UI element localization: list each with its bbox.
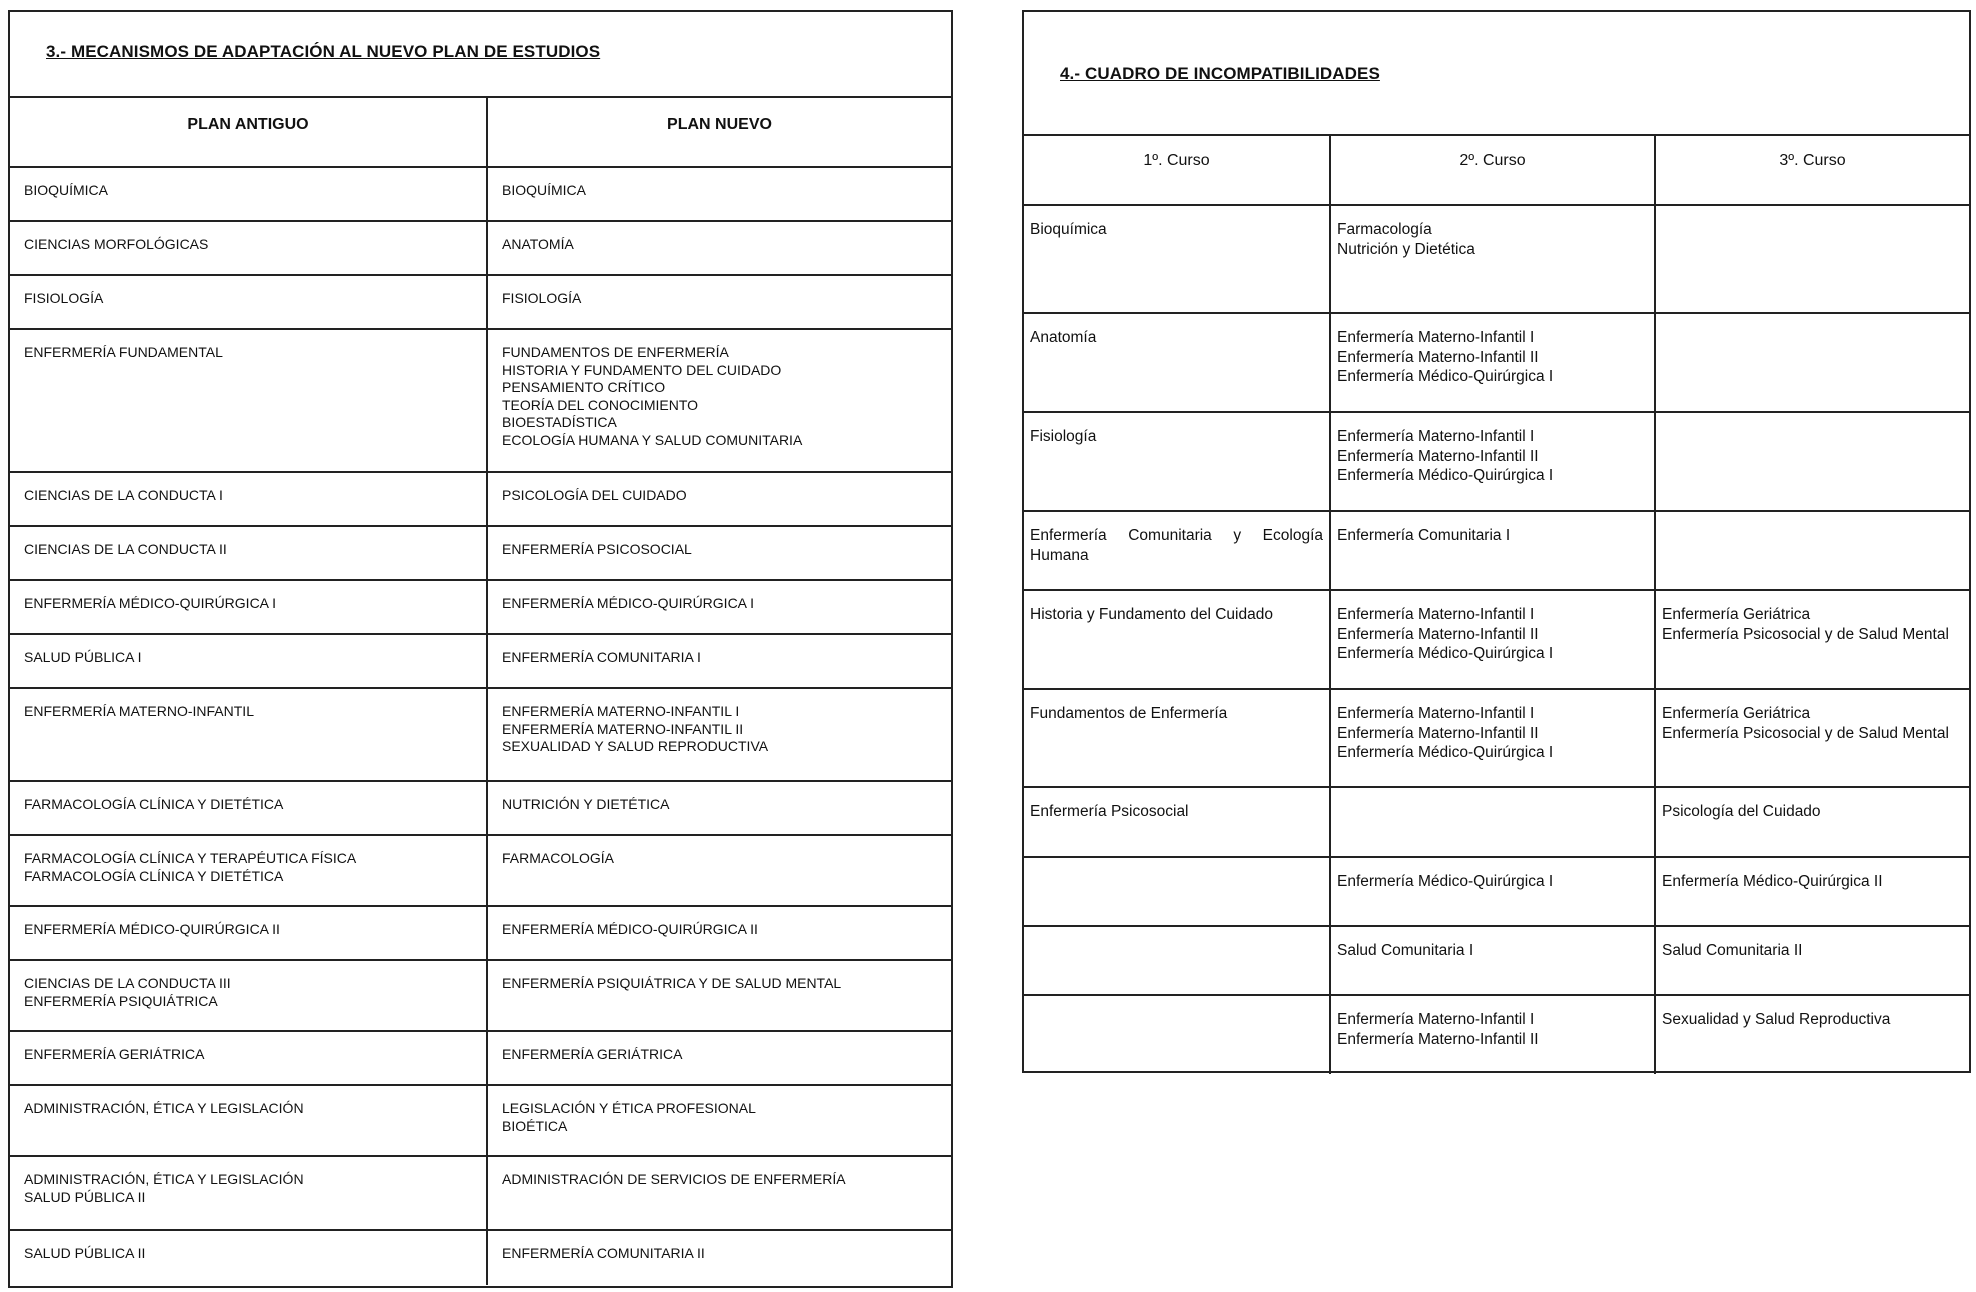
- plan-nuevo-cell: ENFERMERÍA COMUNITARIA II: [486, 1231, 951, 1285]
- plan-antiguo-cell: SALUD PÚBLICA I: [24, 649, 142, 665]
- curso-1-cell: Bioquímica: [1030, 221, 1107, 238]
- plan-nuevo-cell: FUNDAMENTOS DE ENFERMERÍA HISTORIA Y FUNDAMENTO DEL CUIDADO PENSAMIENTO CRÍTICO TEORÍA DEL CONOCIMIENTO BIOESTADÍSTICA ECOLOGÍA HUMANA Y SALUD COMUNITARIA: [486, 330, 951, 471]
- table-row: [10, 168, 951, 222]
- curso-2-cell: Enfermería Materno-Infantil I Enfermería Materno-Infantil II Enfermería Médico-Quirúrgica I: [1329, 690, 1654, 786]
- curso-1-cell: [1024, 858, 1329, 925]
- curso-2-cell: Enfermería Médico-Quirúrgica I: [1329, 858, 1654, 925]
- incompatibility-table: [1022, 10, 1971, 1073]
- plan-nuevo-cell: ADMINISTRACIÓN DE SERVICIOS DE ENFERMERÍA: [486, 1157, 951, 1229]
- curso-1-cell: Anatomía: [1030, 329, 1097, 346]
- table-row: [10, 527, 951, 581]
- table-row: [10, 581, 951, 635]
- adaptation-table: [8, 10, 953, 1288]
- plan-antiguo-cell: BIOQUÍMICA: [24, 182, 109, 198]
- table-row: [1024, 690, 1969, 788]
- plan-antiguo-cell: ENFERMERÍA MATERNO-INFANTIL: [24, 703, 254, 719]
- table-row: [1024, 858, 1969, 927]
- curso-2-cell: Enfermería Materno-Infantil I Enfermería Materno-Infantil II Enfermería Médico-Quirúrgica I: [1329, 413, 1654, 510]
- table-row: [1024, 591, 1969, 690]
- table-row: [10, 222, 951, 276]
- plan-nuevo-cell: BIOQUÍMICA: [486, 168, 951, 220]
- table-row: [1024, 788, 1969, 858]
- curso-3-cell: Salud Comunitaria II: [1654, 927, 1969, 994]
- plan-nuevo-cell: NUTRICIÓN Y DIETÉTICA: [486, 782, 951, 834]
- curso-3-cell: Enfermería Geriátrica Enfermería Psicosocial y de Salud Mental: [1654, 690, 1969, 786]
- curso-1-cell: Enfermería Comunitaria y Ecología Humana: [1030, 527, 1323, 564]
- plan-nuevo-cell: ENFERMERÍA MÉDICO-QUIRÚRGICA I: [486, 581, 951, 633]
- incompatibility-header-row: [1024, 136, 1969, 206]
- plan-antiguo-cell: CIENCIAS MORFOLÓGICAS: [24, 236, 209, 252]
- table-row: [1024, 996, 1969, 1074]
- curso-2-cell: Enfermería Materno-Infantil I Enfermería Materno-Infantil II: [1329, 996, 1654, 1074]
- plan-antiguo-cell: CIENCIAS DE LA CONDUCTA I: [24, 487, 223, 503]
- incompatibility-table-title-bar: [1024, 12, 1969, 136]
- curso-2-cell: Salud Comunitaria I: [1329, 927, 1654, 994]
- header-plan-antiguo: PLAN ANTIGUO: [187, 116, 309, 133]
- curso-3-cell: Psicología del Cuidado: [1654, 788, 1969, 856]
- curso-3-cell: [1654, 413, 1969, 510]
- table-row: [10, 330, 951, 473]
- plan-antiguo-cell: CIENCIAS DE LA CONDUCTA III ENFERMERÍA PSIQUIÁTRICA: [24, 975, 231, 1009]
- plan-antiguo-cell: ENFERMERÍA FUNDAMENTAL: [24, 344, 223, 360]
- adaptation-table-body: [10, 168, 951, 1285]
- table-row: [10, 1086, 951, 1157]
- adaptation-header-row: [10, 98, 951, 168]
- plan-antiguo-cell: ENFERMERÍA GERIÁTRICA: [24, 1046, 205, 1062]
- curso-3-cell: [1654, 512, 1969, 589]
- curso-1-cell: [1024, 927, 1329, 994]
- plan-nuevo-cell: ENFERMERÍA PSIQUIÁTRICA Y DE SALUD MENTAL: [486, 961, 951, 1030]
- table-row: [10, 1231, 951, 1285]
- plan-antiguo-cell: ADMINISTRACIÓN, ÉTICA Y LEGISLACIÓN SALUD PÚBLICA II: [24, 1171, 304, 1205]
- plan-nuevo-cell: FARMACOLOGÍA: [486, 836, 951, 905]
- header-curso-2: 2º. Curso: [1329, 136, 1654, 204]
- curso-1-cell: Enfermería Psicosocial: [1030, 803, 1189, 820]
- table-row: [10, 689, 951, 782]
- plan-nuevo-cell: ENFERMERÍA GERIÁTRICA: [486, 1032, 951, 1084]
- incompatibility-table-title: 4.- CUADRO DE INCOMPATIBILIDADES: [1060, 64, 1380, 83]
- plan-antiguo-cell: ENFERMERÍA MÉDICO-QUIRÚRGICA II: [24, 921, 280, 937]
- plan-nuevo-cell: ANATOMÍA: [486, 222, 951, 274]
- table-row: [1024, 314, 1969, 413]
- plan-antiguo-cell: FARMACOLOGÍA CLÍNICA Y DIETÉTICA: [24, 796, 284, 812]
- curso-2-cell: Enfermería Materno-Infantil I Enfermería Materno-Infantil II Enfermería Médico-Quirúrgica I: [1329, 314, 1654, 411]
- table-row: [10, 1032, 951, 1086]
- curso-1-cell: Fundamentos de Enfermería: [1030, 705, 1228, 722]
- table-row: [10, 836, 951, 907]
- table-row: [1024, 512, 1969, 591]
- plan-nuevo-cell: LEGISLACIÓN Y ÉTICA PROFESIONAL BIOÉTICA: [486, 1086, 951, 1155]
- header-curso-3: 3º. Curso: [1654, 136, 1969, 204]
- table-row: [1024, 206, 1969, 314]
- header-plan-nuevo: PLAN NUEVO: [486, 98, 951, 166]
- plan-antiguo-cell: FARMACOLOGÍA CLÍNICA Y TERAPÉUTICA FÍSICA FARMACOLOGÍA CLÍNICA Y DIETÉTICA: [24, 850, 357, 884]
- curso-1-cell: Fisiología: [1030, 428, 1097, 445]
- table-row: [10, 635, 951, 689]
- plan-antiguo-cell: SALUD PÚBLICA II: [24, 1245, 146, 1261]
- table-row: [10, 276, 951, 330]
- table-row: [1024, 927, 1969, 996]
- plan-antiguo-cell: ADMINISTRACIÓN, ÉTICA Y LEGISLACIÓN: [24, 1100, 304, 1116]
- plan-nuevo-cell: ENFERMERÍA PSICOSOCIAL: [486, 527, 951, 579]
- plan-nuevo-cell: ENFERMERÍA MATERNO-INFANTIL I ENFERMERÍA MATERNO-INFANTIL II SEXUALIDAD Y SALUD REPRODUCTIVA: [486, 689, 951, 780]
- table-row: [1024, 413, 1969, 512]
- plan-nuevo-cell: FISIOLOGÍA: [486, 276, 951, 328]
- incompatibility-table-body: [1024, 206, 1969, 1074]
- curso-2-cell: Farmacología Nutrición y Dietética: [1329, 206, 1654, 312]
- curso-3-cell: Enfermería Geriátrica Enfermería Psicosocial y de Salud Mental: [1654, 591, 1969, 688]
- plan-nuevo-cell: PSICOLOGÍA DEL CUIDADO: [486, 473, 951, 525]
- curso-3-cell: Enfermería Médico-Quirúrgica II: [1654, 858, 1969, 925]
- plan-nuevo-cell: ENFERMERÍA COMUNITARIA I: [486, 635, 951, 687]
- table-row: [10, 782, 951, 836]
- adaptation-table-title-bar: [10, 12, 951, 98]
- curso-3-cell: [1654, 314, 1969, 411]
- curso-3-cell: [1654, 206, 1969, 312]
- plan-nuevo-cell: ENFERMERÍA MÉDICO-QUIRÚRGICA II: [486, 907, 951, 959]
- plan-antiguo-cell: CIENCIAS DE LA CONDUCTA II: [24, 541, 227, 557]
- header-curso-1: 1º. Curso: [1143, 152, 1210, 169]
- curso-2-cell: Enfermería Comunitaria I: [1329, 512, 1654, 589]
- curso-2-cell: [1329, 788, 1654, 856]
- table-row: [10, 473, 951, 527]
- adaptation-table-title: 3.- MECANISMOS DE ADAPTACIÓN AL NUEVO PLAN DE ESTUDIOS: [46, 42, 601, 61]
- curso-2-cell: Enfermería Materno-Infantil I Enfermería Materno-Infantil II Enfermería Médico-Quirúrgica I: [1329, 591, 1654, 688]
- plan-antiguo-cell: ENFERMERÍA MÉDICO-QUIRÚRGICA I: [24, 595, 277, 611]
- curso-1-cell: Historia y Fundamento del Cuidado: [1030, 606, 1273, 623]
- curso-1-cell: [1024, 996, 1329, 1074]
- plan-antiguo-cell: FISIOLOGÍA: [24, 290, 104, 306]
- table-row: [10, 961, 951, 1032]
- table-row: [10, 1157, 951, 1231]
- table-row: [10, 907, 951, 961]
- curso-3-cell: Sexualidad y Salud Reproductiva: [1654, 996, 1969, 1074]
